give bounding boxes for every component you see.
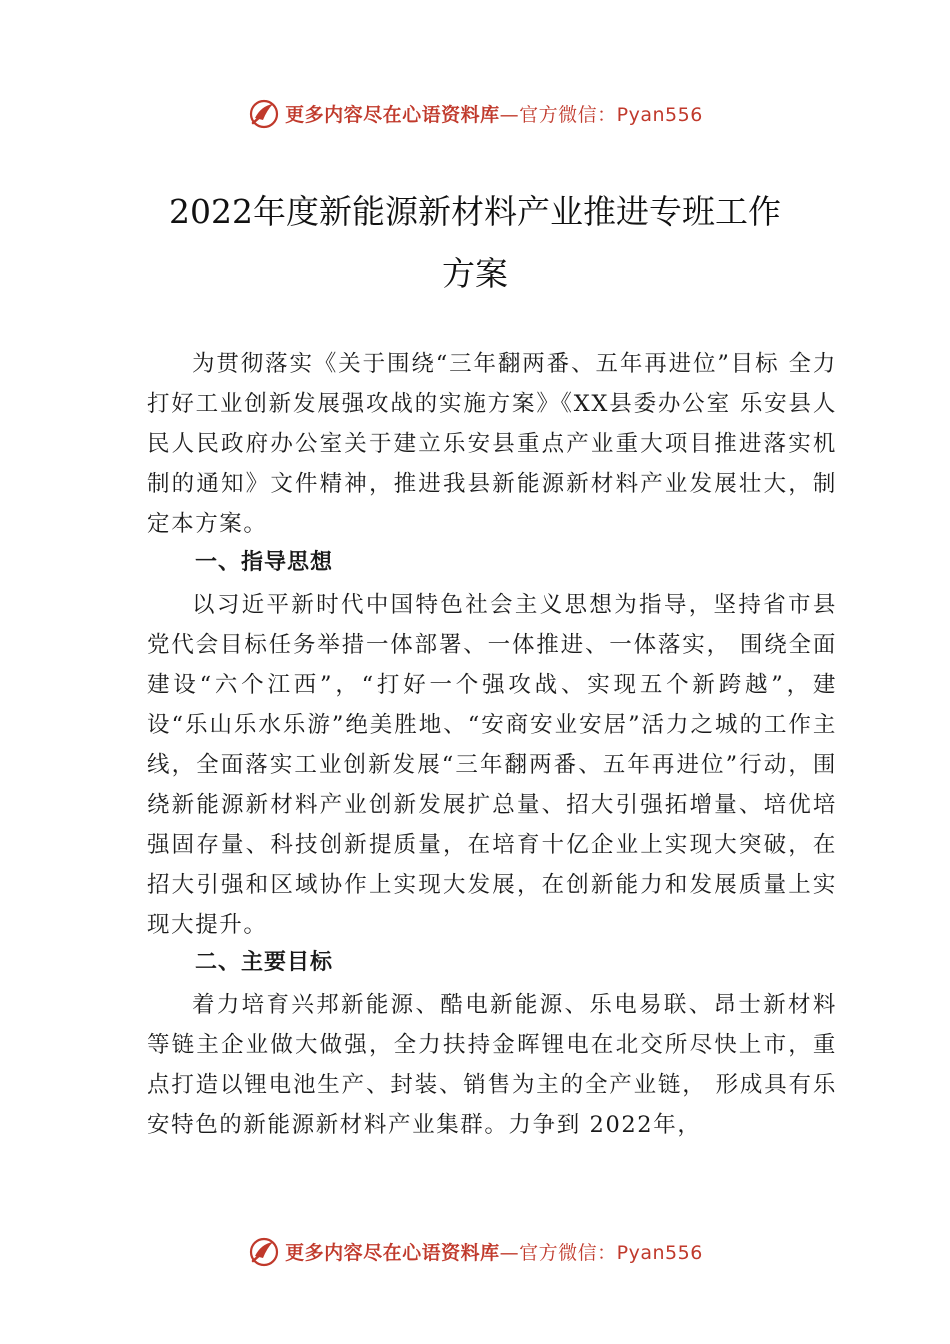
ink-brush-logo-icon — [247, 1234, 281, 1268]
section-heading-main-goals: 二、主要目标 — [195, 950, 334, 975]
section-heading-guiding-ideology: 一、指导思想 — [195, 550, 334, 575]
section-body-main-goals: 着力培育兴邦新能源、酷电新能源、乐电易联、昂士新材料等链主企业做大做强，全力扶持金晖锂电在北交所尽快上市，重点打造以锂电池生产、封装、销售为主的全产业链， 形成具有乐安特色的新能源新材料产业集群。力争到 2022年， — [147, 992, 837, 1138]
watermark-strong-text: 更多内容尽在心语资料库 — [285, 103, 500, 126]
section-body-guiding-ideology: 以习近平新时代中国特色社会主义思想为指导，坚持省市县党代会目标任务举措一体部署、一体推进、一体落实， 围绕全面建设“六个江西”，“打好一个强攻战、实现五个新跨越”，建设“乐山乐水乐游”绝美胜地、“安商安业安居”活力之城的工作主线，全面落实工业创新发展“三年翻两番、五年再进位”行动，围绕新能源新材料产业创新发展扩总量、招大引强拓增量、培优培强固存量、科技创新提质量，在培育十亿企业上实现大突破，在招大引强和区域协作上实现大发展，在创新能力和发展质量上实现大提升。 — [147, 592, 837, 938]
watermark-text — [285, 100, 703, 127]
footer-watermark — [0, 1234, 950, 1268]
watermark-strong-text: 更多内容尽在心语资料库 — [285, 1241, 500, 1264]
watermark-contact-text: —官方微信：Pyan556 — [499, 103, 703, 126]
document-title-line-2: 方案 — [442, 254, 508, 293]
ink-brush-logo-icon — [247, 96, 281, 130]
header-watermark — [0, 96, 950, 130]
watermark-contact-text: —官方微信：Pyan556 — [499, 1241, 703, 1264]
intro-paragraph: 为贯彻落实《关于围绕“三年翻两番、五年再进位”目标 全力打好工业创新发展强攻战的实施方案》《XX县委办公室 乐安县人民人民政府办公室关于建立乐安县重点产业重大项目推进落实机制的通知》文件精神，推进我县新能源新材料产业发展壮大，制定本方案。 — [147, 351, 837, 537]
document-title-line-1: 2022年度新能源新材料产业推进专班工作 — [169, 192, 781, 231]
watermark-text — [285, 1238, 703, 1265]
